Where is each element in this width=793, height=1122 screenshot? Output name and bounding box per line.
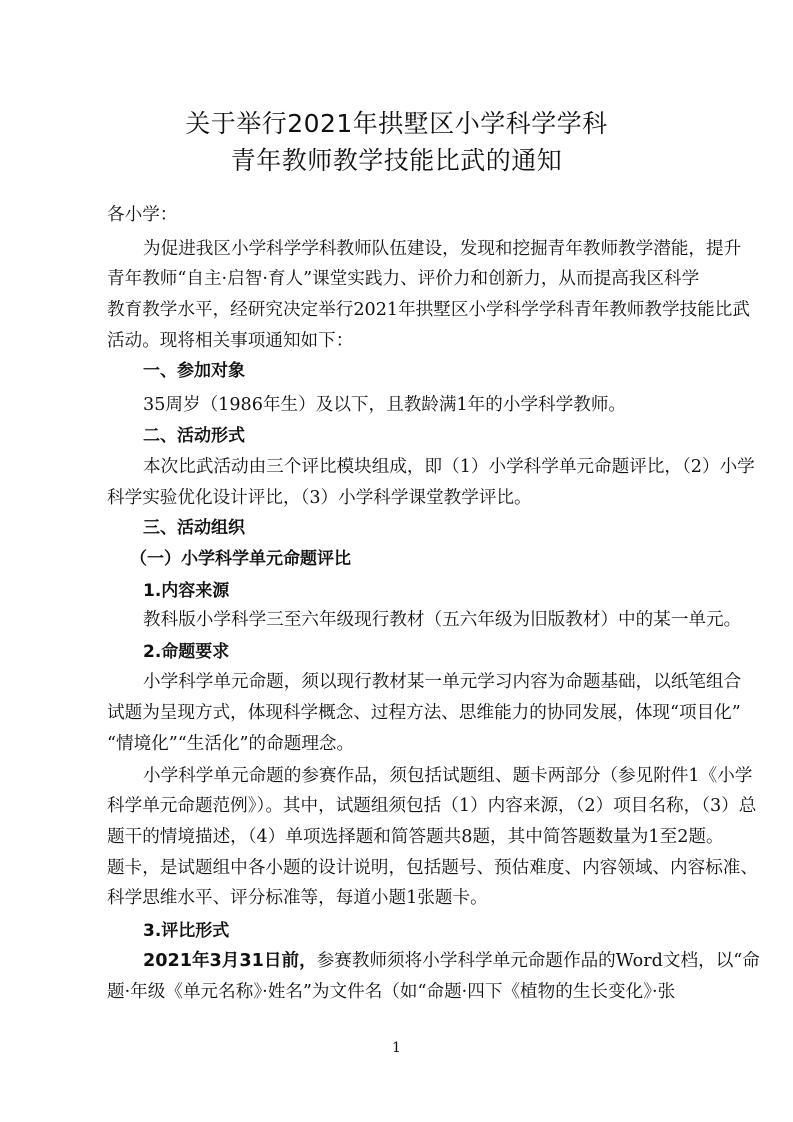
deadline-text: 2021年3月31日前， [143,951,317,971]
item-heading-2: 2.命题要求 [143,642,230,662]
item-2-para-2-line: 小学科学单元命题的参赛作品，须包括试题组、题卡两部分（参见附件1《小学 [143,766,753,786]
intro-line: 活动。现将相关事项通知如下： [107,331,354,351]
item-3-lead-line [143,947,760,976]
intro-line: 青年教师“自主·启智·育人”课堂实践力、评价力和创新力，从而提高我区科学 [107,269,700,289]
item-2-para-2-line: 题干的情境描述，（4）单项选择题和简答题共8题，其中简答题数量为1至2题。 [107,827,724,847]
item-2-para-2-line: 科学单元命题范例》）。其中，试题组须包括（1）内容来源，（2）项目名称，（3）总 [107,796,757,816]
subsection-heading: （一）小学科学单元命题评比 [130,549,351,569]
section-2-line: 本次比武活动由三个评比模块组成，即（1）小学科学单元命题评比，（2）小学 [143,457,755,477]
item-3-lead-rest: 参赛教师须将小学科学单元命题作品的Word文档，以“命 [316,951,760,971]
salutation: 各小学： [107,205,178,225]
section-heading-1: 一、参加对象 [143,361,245,381]
intro-line: 为促进我区小学科学学科教师队伍建设，发现和挖掘青年教师教学潜能，提升 [143,239,742,259]
item-2-para-1-line: “情境化”“生活化”的命题理念。 [107,734,355,754]
section-heading-2: 二、活动形式 [143,426,245,446]
item-1-text: 教科版小学科学三至六年级现行教材（五六年级为旧版教材）中的某一单元。 [143,610,742,630]
item-2-para-2-line: 科学思维水平、评分标准等，每道小题1张题卡。 [107,888,488,908]
title-line-1: 关于举行2021年拱墅区小学科学学科 [185,109,608,138]
title-line-2: 青年教师教学技能比武的通知 [230,146,563,175]
item-2-para-1-line: 试题为呈现方式，体现科学概念、过程方法、思维能力的协同发展，体现“项目化” [107,703,741,723]
item-heading-1: 1.内容来源 [143,581,230,601]
page-number: 1 [392,1040,401,1056]
item-2-para-1-line: 小学科学单元命题，须以现行教材某一单元学习内容为命题基础，以纸笔组合 [143,672,742,692]
section-heading-3: 三、活动组织 [143,518,245,538]
item-3-line-2: 题·年级《单元名称》·姓名”为文件名（如“命题·四下《植物的生长变化》·张 [107,982,676,1002]
section-1-text: 35周岁（1986年生）及以下，且教龄满1年的小学科学教师。 [143,395,627,415]
section-2-line: 科学实验优化设计评比，（3）小学科学课堂教学评比。 [107,488,532,508]
item-heading-3: 3.评比形式 [143,921,230,941]
item-2-para-2-line: 题卡，是试题组中各小题的设计说明，包括题号、预估难度、内容领域、内容标准、 [107,858,758,878]
intro-line: 教育教学水平，经研究决定举行2021年拱墅区小学科学学科青年教师教学技能比武 [107,300,750,320]
